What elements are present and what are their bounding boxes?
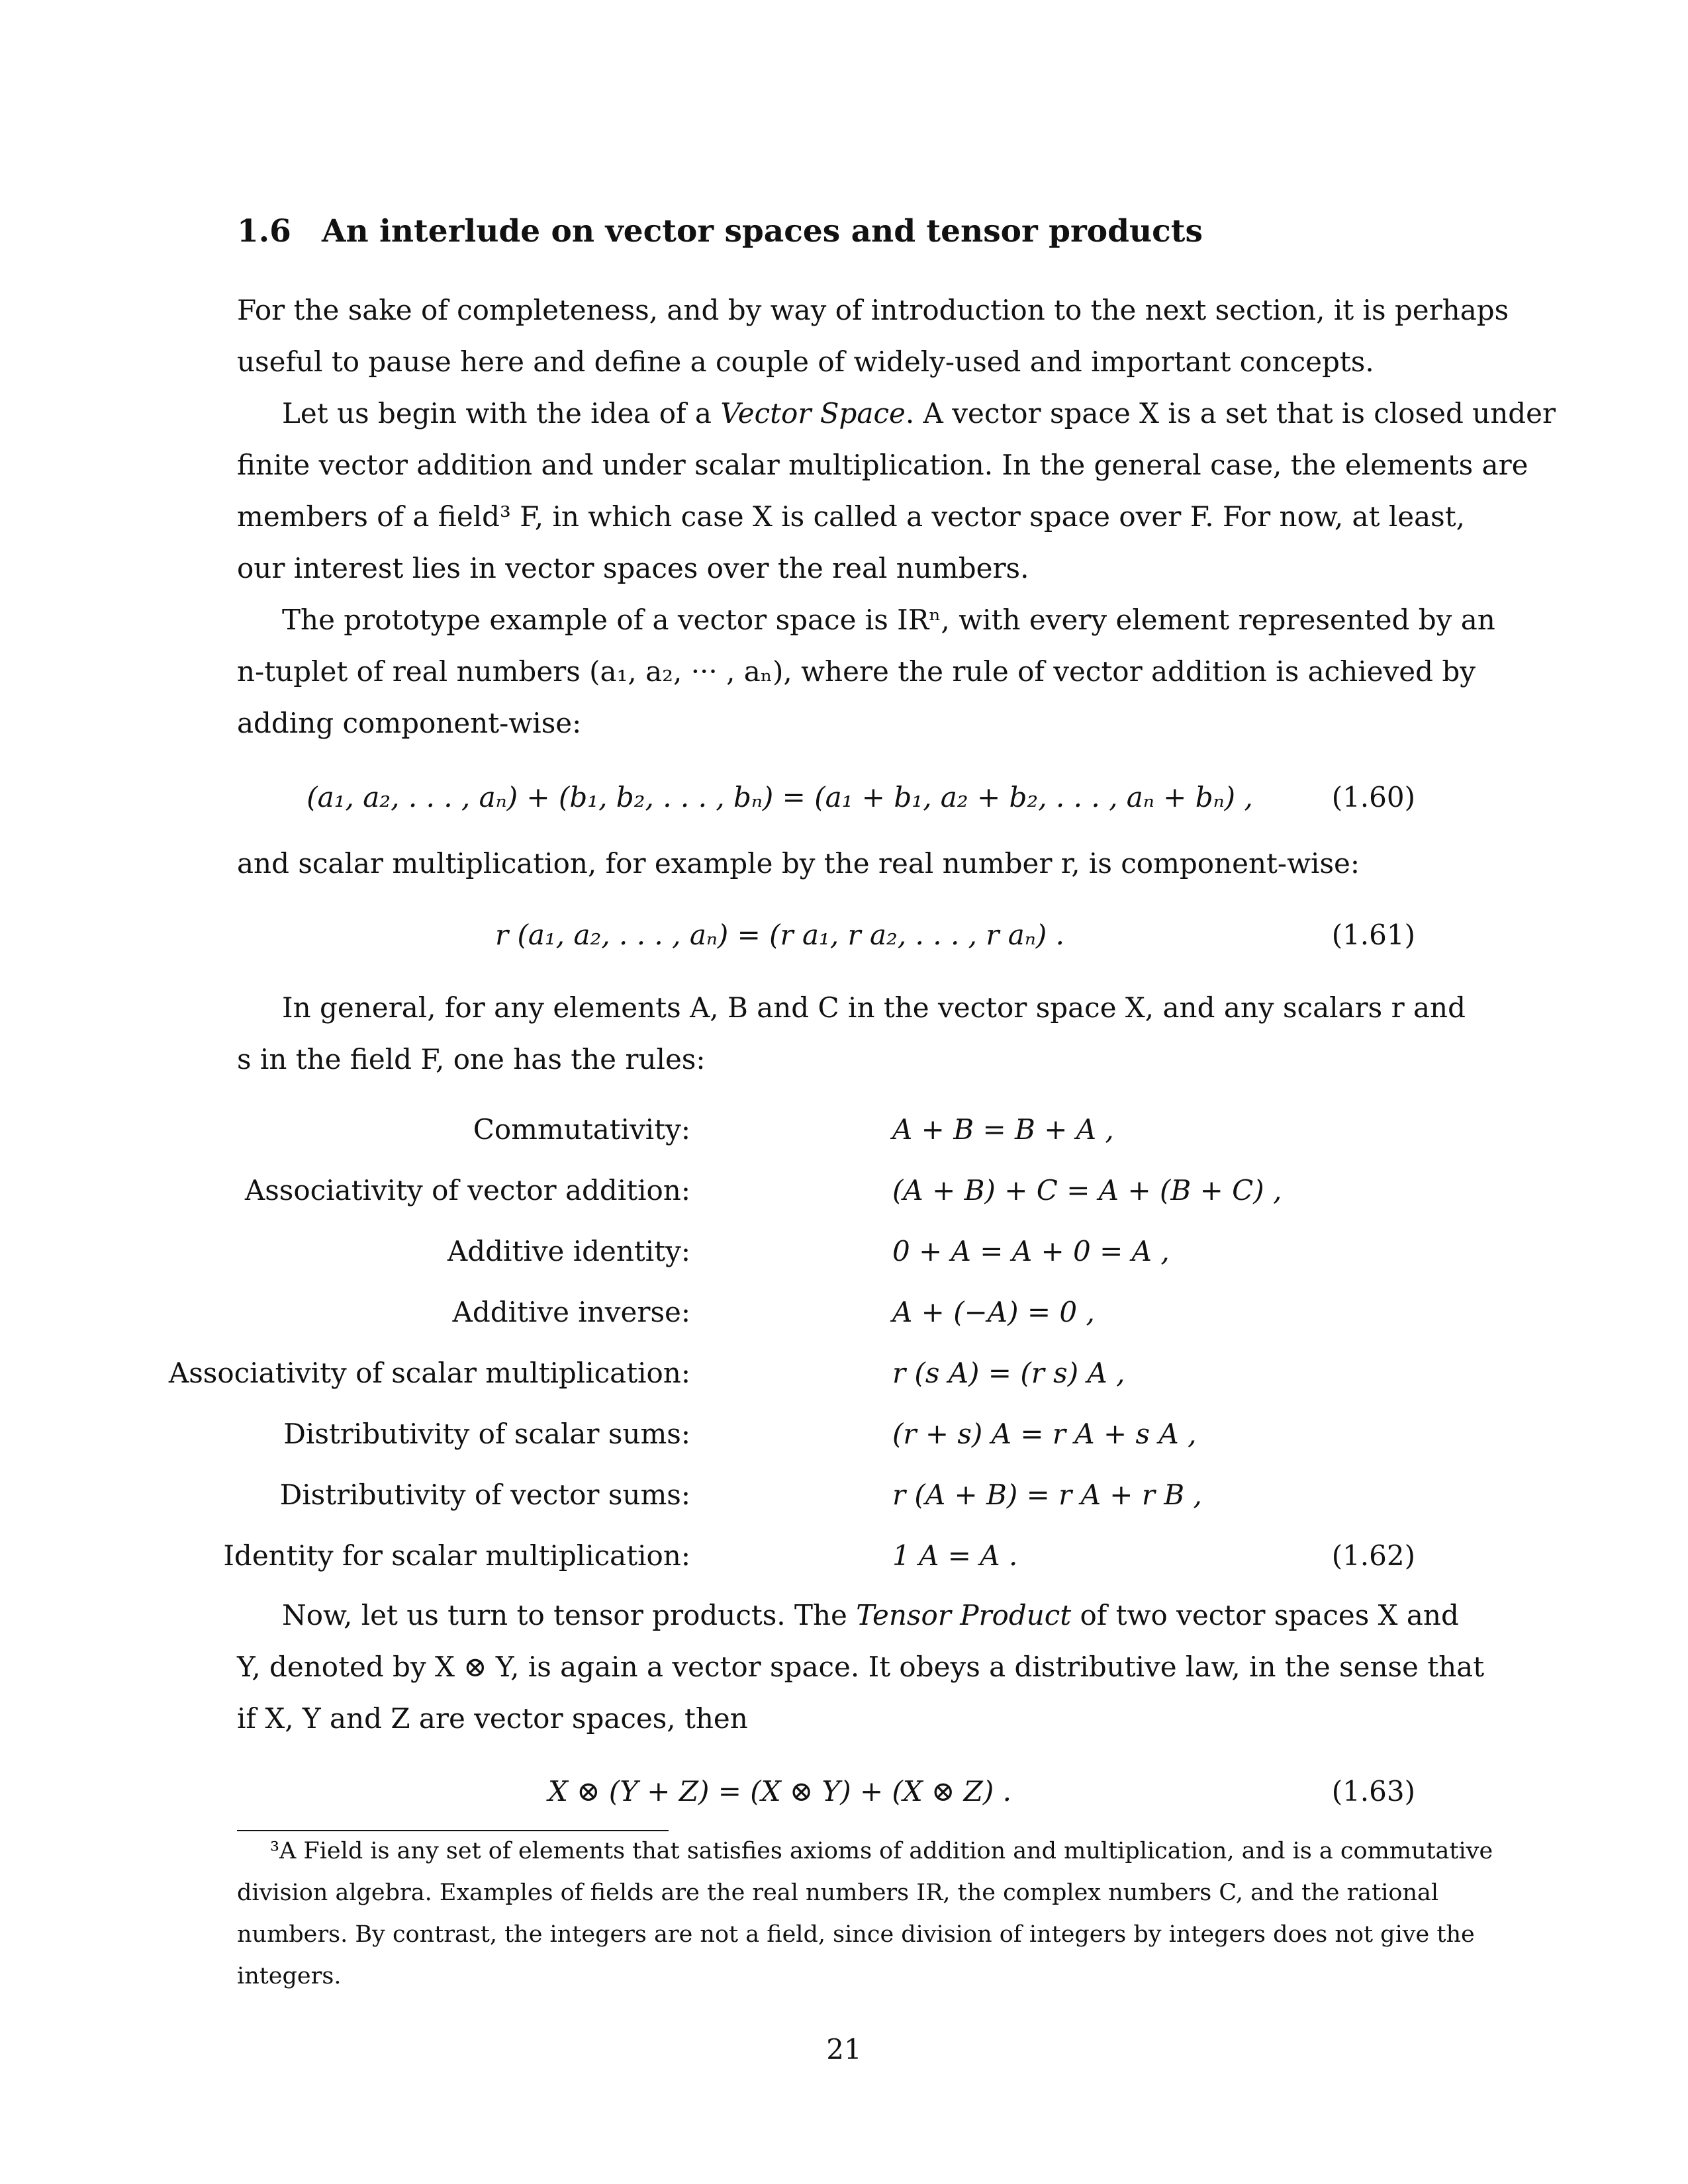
equation-1-62-number: (1.62) (1331, 1539, 1415, 1572)
prototype-line-3: adding component-wise: (237, 707, 582, 739)
rule-expression: A + B = B + A , (892, 1113, 1114, 1146)
footnote-line-1: ³A Field is any set of elements that satisfies axioms of addition and multiplication, and is a commutative (270, 1838, 1493, 1864)
scalar-paragraph (237, 838, 1415, 889)
rule-label: Additive identity: (447, 1235, 690, 1267)
footnote (237, 1831, 1493, 1997)
vector-space-line-1-pre: Let us begin with the idea of a (282, 397, 721, 430)
tensor-line-1-pre: Now, let us turn to tensor products. The (282, 1599, 857, 1631)
equation-1-61 (237, 909, 1415, 961)
general-line-2: s in the field F, one has the rules: (237, 1043, 706, 1075)
rule-label: Associativity of scalar multiplication: (168, 1357, 690, 1389)
intro-line-2: useful to pause here and define a couple of widely-used and important concepts. (237, 345, 1374, 378)
rule-row (237, 1469, 1415, 1530)
tensor-paragraph (237, 1590, 1485, 1745)
equation-1-60-number: (1.60) (1331, 781, 1415, 813)
tensor-line-2: Y, denoted by X ⊗ Y, is again a vector space. It obeys a distributive law, in the sense that (237, 1651, 1485, 1683)
rule-label: Additive inverse: (452, 1296, 690, 1328)
section-number: 1.6 (237, 213, 291, 250)
tensor-line-1-post: of two vector spaces X and (1071, 1599, 1459, 1631)
vector-space-line-4: our interest lies in vector spaces over the real numbers. (237, 552, 1029, 584)
vector-space-term: Vector Space (720, 397, 906, 430)
prototype-line-1: The prototype example of a vector space is IRⁿ, with every element represented by an (282, 604, 1495, 636)
vector-space-line-3: members of a field³ F, in which case X is called a vector space over F. For now, at least, (237, 500, 1465, 533)
rule-row (237, 1165, 1415, 1226)
rule-label: Identity for scalar multiplication: (223, 1539, 690, 1572)
rule-label: Distributivity of scalar sums: (283, 1418, 690, 1450)
scalar-line: and scalar multiplication, for example by the real number r, is component-wise: (237, 847, 1360, 880)
equation-1-63 (237, 1766, 1415, 1817)
general-line-1: In general, for any elements A, B and C in the vector space X, and any scalars r and (282, 991, 1466, 1024)
tensor-line-1 (237, 1590, 1459, 1641)
general-rules-paragraph (237, 982, 1466, 1085)
rule-row (237, 1104, 1415, 1165)
rule-expression: r (s A) = (r s) A , (892, 1357, 1125, 1389)
rule-expression: 0 + A = A + 0 = A , (892, 1235, 1170, 1267)
equation-1-61-body: r (a₁, a₂, . . . , aₙ) = (r a₁, r a₂, . . . , r aₙ) . (495, 919, 1064, 951)
equation-1-63-body: X ⊗ (Y + Z) = (X ⊗ Y) + (X ⊗ Z) . (548, 1775, 1011, 1807)
rule-row (237, 1287, 1415, 1347)
section-heading (237, 213, 1495, 250)
rule-expression: (A + B) + C = A + (B + C) , (892, 1174, 1282, 1206)
rule-label: Distributivity of vector sums: (279, 1479, 690, 1511)
rule-row (237, 1226, 1415, 1287)
equation-1-60 (237, 772, 1415, 823)
tensor-product-term: Tensor Product (856, 1599, 1072, 1631)
equation-1-63-number: (1.63) (1331, 1775, 1415, 1807)
vector-space-line-1 (237, 388, 1556, 439)
rule-label: Commutativity: (473, 1113, 690, 1146)
rule-row (223, 1530, 1415, 1591)
rule-row (168, 1347, 1415, 1408)
footnote-line-4: integers. (237, 1963, 342, 1989)
rule-expression: (r + s) A = r A + s A , (892, 1418, 1197, 1450)
page-number: 21 (826, 2033, 862, 2066)
rule-row (237, 1408, 1415, 1469)
intro-paragraph (237, 285, 1509, 388)
section-title: An interlude on vector spaces and tensor products (322, 213, 1203, 250)
footnote-line-3: numbers. By contrast, the integers are not a field, since division of integers by integers does not give the (237, 1921, 1475, 1948)
rule-expression: 1 A = A . (892, 1539, 1018, 1572)
equation-1-60-body: (a₁, a₂, . . . , aₙ) + (b₁, b₂, . . . , bₙ) = (a₁ + b₁, a₂ + b₂, . . . , aₙ + bₙ) , (306, 781, 1253, 813)
tensor-line-3: if X, Y and Z are vector spaces, then (237, 1702, 748, 1735)
rule-expression: A + (−A) = 0 , (892, 1296, 1095, 1328)
vector-space-paragraph (237, 388, 1556, 594)
vector-space-line-1-post: . A vector space X is a set that is closed under (905, 397, 1556, 430)
vector-space-line-2: finite vector addition and under scalar multiplication. In the general case, the elements are (237, 449, 1528, 481)
equation-1-61-number: (1.61) (1331, 919, 1415, 951)
rule-label: Associativity of vector addition: (244, 1174, 690, 1206)
rule-expression: r (A + B) = r A + r B , (892, 1479, 1202, 1511)
footnote-line-2: division algebra. Examples of fields are the real numbers IR, the complex numbers C, and the rational (237, 1880, 1439, 1906)
prototype-paragraph (237, 594, 1495, 749)
prototype-line-2: n-tuplet of real numbers (a₁, a₂, ··· , aₙ), where the rule of vector addition is achieved by (237, 655, 1476, 688)
intro-line-1: For the sake of completeness, and by way of introduction to the next section, it is perhaps (237, 294, 1509, 326)
vector-space-rules (168, 1104, 1415, 1591)
